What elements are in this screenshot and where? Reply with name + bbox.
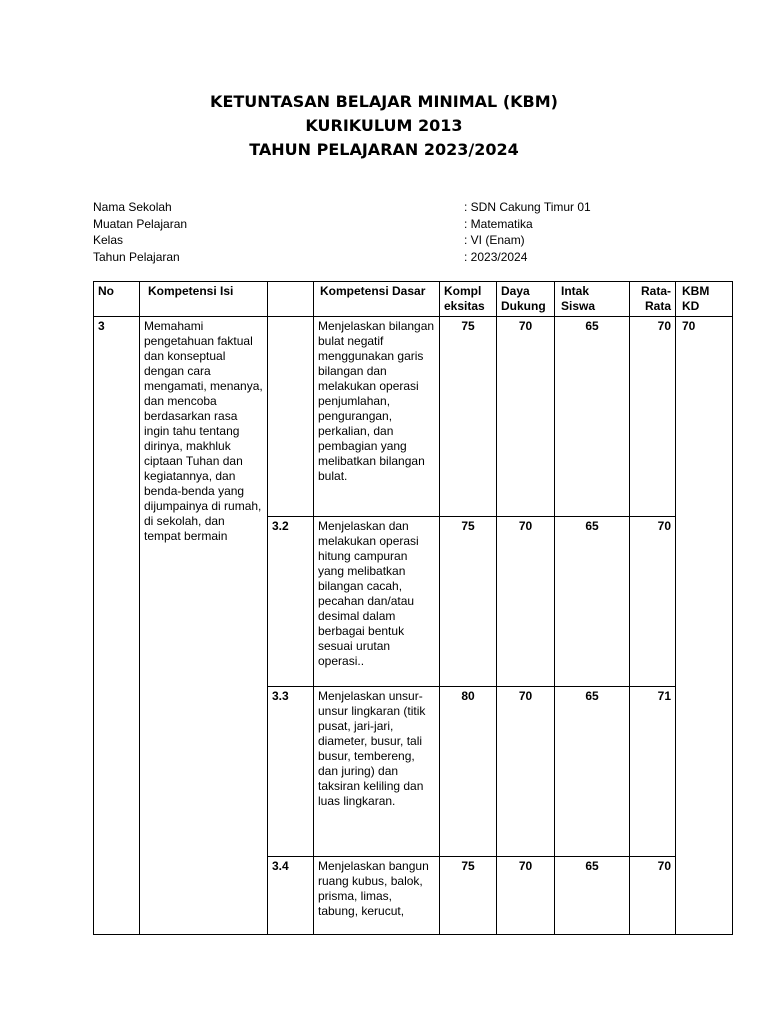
- info-row-class: [93, 232, 693, 249]
- header-kompetensi-isi: Kompetensi Isi: [140, 282, 268, 317]
- rata-rata-value: 70: [630, 317, 676, 517]
- rata-rata-value: 70: [630, 517, 676, 687]
- kompleksitas-value: 80: [440, 687, 497, 857]
- kd-number: 3.3: [268, 687, 314, 857]
- daya-dukung-value: 70: [497, 687, 555, 857]
- document-subtitle-year: TAHUN PELAJARAN 2023/2024: [249, 140, 519, 159]
- header-daya-dukung: Daya Dukung: [497, 282, 555, 317]
- header-intake-siswa: Intak Siswa: [555, 282, 630, 317]
- info-label: Muatan Pelajaran: [93, 216, 188, 231]
- kompetensi-dasar-text: Menjelaskan dan melakukan operasi hitung campuran yang melibatkan bilangan cacah, pecahan dan/atau desimal dalam berbagai bentuk sesuai urutan operasi..: [314, 517, 440, 687]
- kompleksitas-value: 75: [440, 857, 497, 935]
- info-row-year: [93, 249, 693, 266]
- header-kompetensi-dasar: Kompetensi Dasar: [314, 282, 440, 317]
- info-value: : VI (Enam): [464, 233, 525, 247]
- rata-rata-value: 70: [630, 857, 676, 935]
- intake-value: 65: [555, 687, 630, 857]
- daya-dukung-value: 70: [497, 517, 555, 687]
- table-header-row: [94, 282, 733, 317]
- info-label: Nama Sekolah: [93, 200, 172, 214]
- kompetensi-dasar-text: Menjelaskan bilangan bulat negatif menggunakan garis bilangan dan melakukan operasi penjumlahan, pengurangan, perkalian, dan pembagian yang melibatkan bilangan bulat.: [314, 317, 440, 517]
- document-subtitle-curriculum: KURIKULUM 2013: [305, 116, 463, 135]
- document-title: KETUNTASAN BELAJAR MINIMAL (KBM): [210, 92, 558, 111]
- kd-number: [268, 317, 314, 517]
- daya-dukung-value: 70: [497, 857, 555, 935]
- header-kompleksitas: Kompl eksitas: [440, 282, 497, 317]
- info-value: : Matematika: [464, 216, 533, 231]
- row-no: 3: [94, 317, 140, 935]
- header-kbm-kd: KBM KD: [676, 282, 733, 317]
- intake-value: 65: [555, 517, 630, 687]
- kd-number: 3.2: [268, 517, 314, 687]
- kbm-kd-value: 70: [676, 317, 733, 935]
- kompleksitas-value: 75: [440, 517, 497, 687]
- info-value: : 2023/2024: [464, 249, 528, 264]
- header-rata-rata: Rata-Rata: [630, 282, 676, 317]
- table-row: [94, 317, 733, 517]
- header-kd-number: [268, 282, 314, 317]
- kompleksitas-value: 75: [440, 317, 497, 517]
- kompetensi-dasar-text: Menjelaskan unsur-unsur lingkaran (titik pusat, jari-jari, diameter, busur, tali busur, tembereng, dan juring) dan taksiran keliling dan luas lingkaran.: [314, 687, 440, 857]
- daya-dukung-value: 70: [497, 317, 555, 517]
- info-value: : SDN Cakung Timur 01: [464, 200, 591, 214]
- intake-value: 65: [555, 857, 630, 935]
- header-no: No: [94, 282, 140, 317]
- kompetensi-dasar-text: Menjelaskan bangun ruang kubus, balok, prisma, limas, tabung, kerucut,: [314, 857, 440, 935]
- intake-value: 65: [555, 317, 630, 517]
- info-label: Kelas: [93, 233, 124, 247]
- info-row-school: [93, 199, 693, 216]
- kompetensi-isi-text: Memahami pengetahuan faktual dan konseptual dengan cara mengamati, menanya, dan mencoba berdasarkan rasa ingin tahu tentang dirinya, makhluk ciptaan Tuhan dan kegiatannya, dan benda-benda yang dijumpainya di rumah, di sekolah, dan tempat bermain: [140, 317, 268, 935]
- kd-number: 3.4: [268, 857, 314, 935]
- info-label: Tahun Pelajaran: [93, 249, 180, 264]
- document-title-block: [0, 90, 768, 162]
- kbm-table: [93, 281, 733, 935]
- school-info: [93, 199, 693, 265]
- info-row-subject: [93, 216, 693, 233]
- rata-rata-value: 71: [630, 687, 676, 857]
